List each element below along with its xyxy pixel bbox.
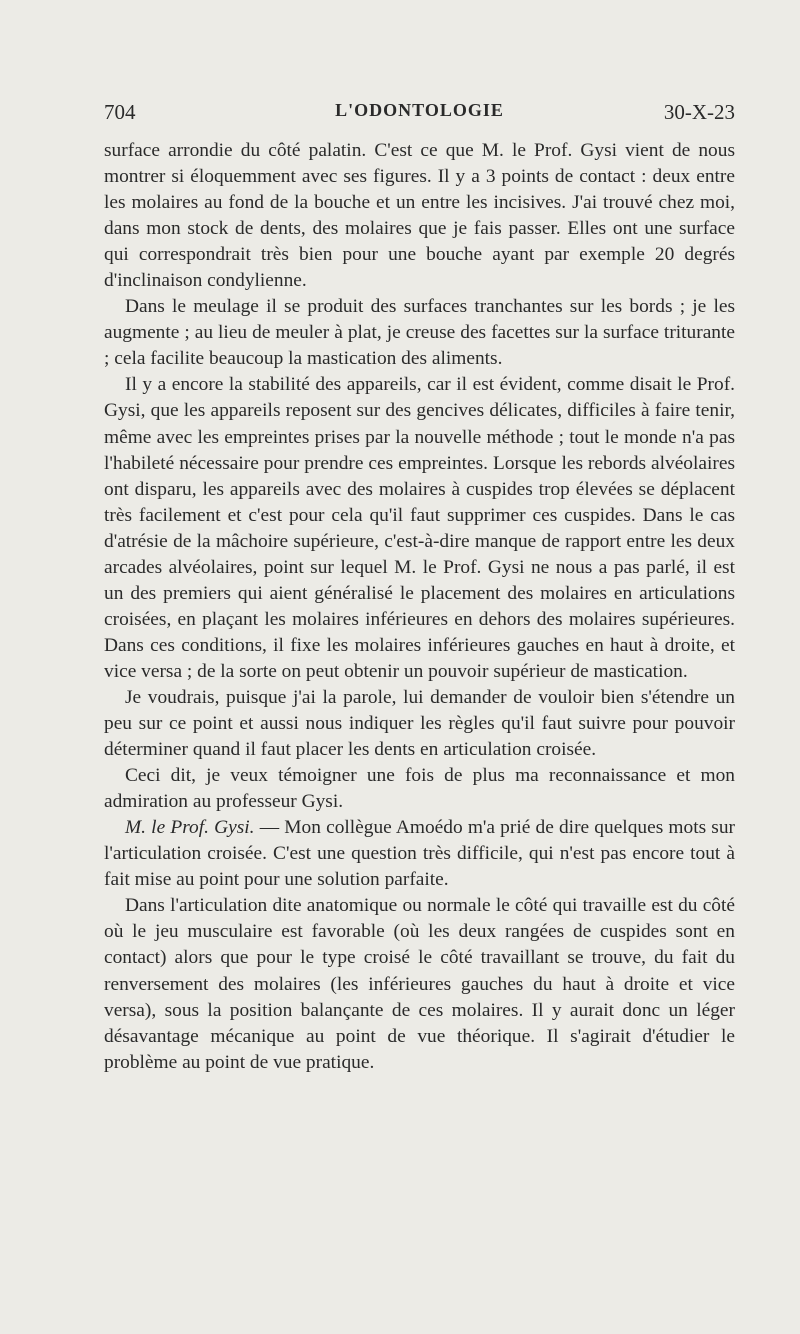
- paragraph: surface arrondie du côté palatin. C'est ce que M. le Prof. Gysi vient de nous montrer si éloquemment avec ses figures. Il y a 3 points de contact : deux entre les molaires au fond de la bouche et un entre les incisives. J'ai trouvé chez moi, dans mon stock de dents, des molaires que je fais passer. Elles ont une surface qui correspondrait très bien pour une bouche ayant par exemple 20 degrés d'inclinaison condylienne.: [104, 140, 735, 292]
- paragraph: Je voudrais, puisque j'ai la parole, lui demander de vouloir bien s'étendre un peu sur ce point et aussi nous indiquer les règles qu'il faut suivre pour pouvoir déterminer quand il faut placer les dents en articulation croisée.: [104, 686, 735, 761]
- issue-date: 30-X-23: [663, 100, 735, 124]
- paragraph: Il y a encore la stabilité des appareils, car il est évident, comme disait le Prof. Gysi, que les appareils reposent sur des gencives délicates, difficiles à faire tenir, même avec les empreintes prises par la nouvelle méthode ; tout le monde n'a pas l'habileté nécessaire pour prendre ces empreintes. Lorsque les rebords alvéolaires ont disparu, les appareils avec des molaires à cuspides trop élevées se déplacent très facilement et c'est pour cela qu'il faut supprimer ces cuspides. Dans le cas d'atrésie de la mâchoire supérieure, c'est-à-dire manque de rapport entre les deux arcades alvéolaires, point sur lequel M. le Prof. Gysi ne nous a pas parlé, il est un des premiers qui aient généralisé le placement des molaires en articulations croisées, en plaçant les molaires inférieures en dehors des molaires supérieures. Dans ces conditions, il fixe les molaires inférieures gauches en haut à droite, et vice versa ; de la sorte on peut obtenir un pouvoir supérieur de mastication.: [104, 374, 735, 682]
- body-text: [104, 138, 735, 1076]
- paragraph: Dans le meulage il se produit des surfaces tranchantes sur les bords ; je les augmente ; au lieu de meuler à plat, je creuse des facettes sur la surface triturante ; cela facilite beaucoup la mastication des aliments.: [104, 296, 735, 370]
- paragraph: [104, 815, 735, 893]
- running-header: [104, 100, 735, 130]
- paragraph: Dans l'articulation dite anatomique ou normale le côté qui travaille est du côté où le jeu musculaire est favorable (où les deux rangées de cuspides sont en contact) alors que pour le type croisé le côté travaillant se trouve, du fait du renversement des molaires (les inférieures gauches du haut à droite et vice versa), sous la position balançante de ces molaires. Il y aurait donc un léger désavantage mécanique au point de vue théorique. Il s'agirait d'étudier le problème au point de vue pratique.: [104, 895, 735, 1073]
- journal-title: L'ODONTOLOGIE: [335, 100, 504, 120]
- page-number: 704: [104, 100, 136, 124]
- paragraph: Ceci dit, je veux témoigner une fois de plus ma reconnaissance et mon admiration au professeur Gysi.: [104, 765, 735, 813]
- speaker-text: — Mon collègue Amoédo m'a prié de dire quelques mots sur l'articulation croisée. C'est une question très difficile, qui n'est pas encore tout à fait mise au point pour une solution parfaite.: [104, 817, 736, 891]
- speaker-name: M. le Prof. Gysi.: [125, 817, 255, 839]
